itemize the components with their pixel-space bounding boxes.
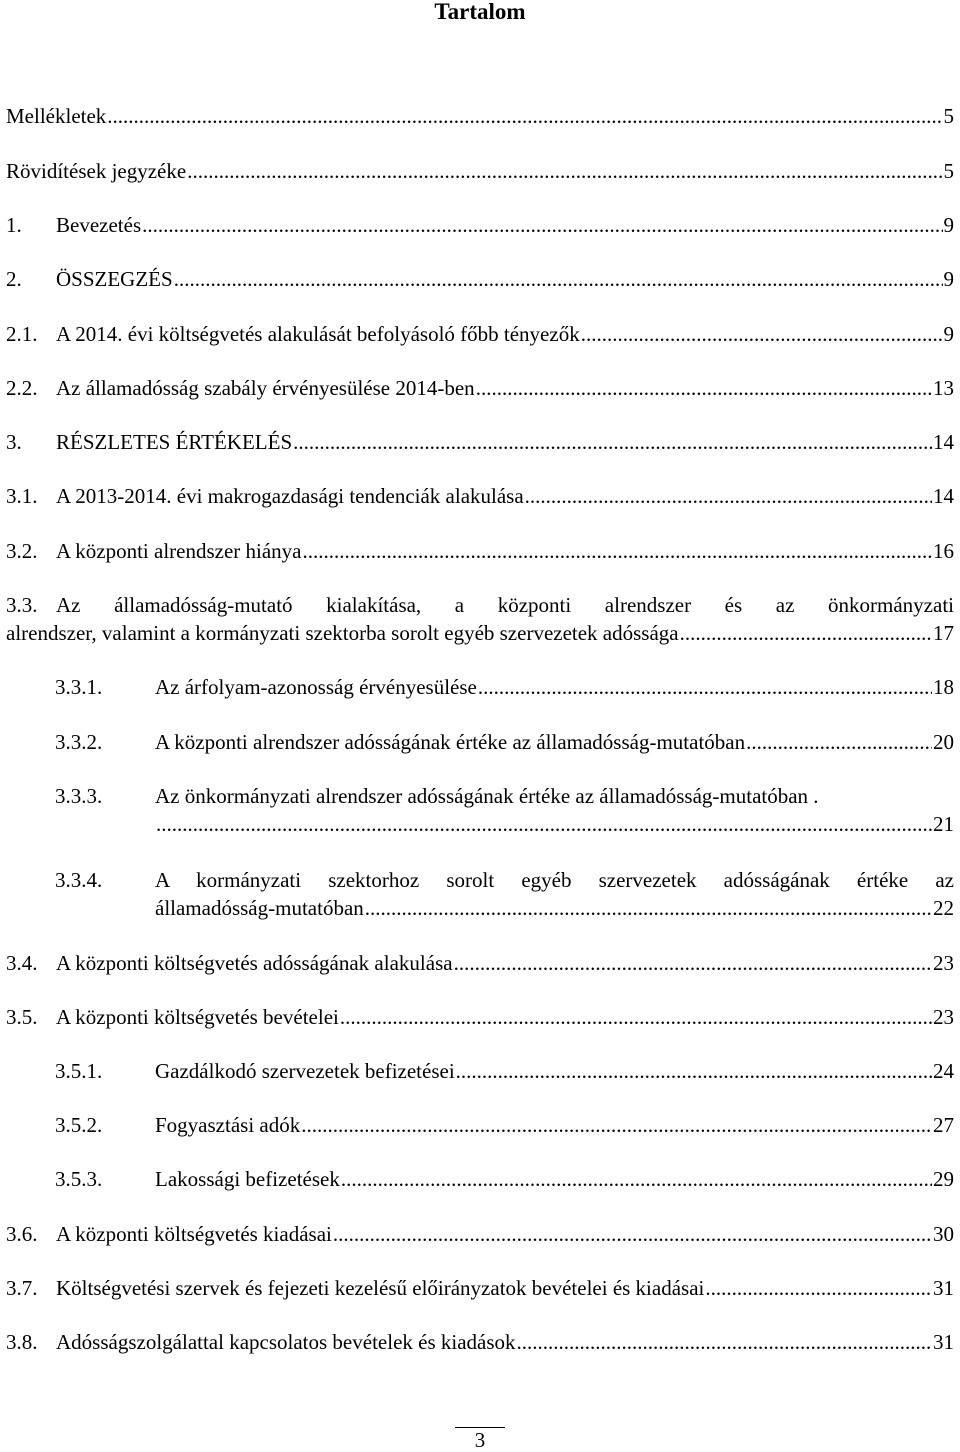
- toc-entry-3-5-3[interactable]: [55, 1165, 954, 1193]
- toc-entry-number: 3.5.1.: [55, 1059, 103, 1083]
- dot-leader: [680, 619, 932, 647]
- toc-entry-text: Rövidítések jegyzéke: [6, 159, 187, 183]
- toc-page-number: 21: [933, 812, 954, 836]
- dot-leader: [142, 211, 942, 239]
- toc-page-number: 5: [943, 159, 954, 183]
- toc-page-number: 29: [933, 1167, 954, 1191]
- toc-page-number: 9: [943, 322, 954, 346]
- toc-entry-text: Bevezetés: [56, 213, 142, 237]
- toc-entry-text: Adósságszolgálattal kapcsolatos bevételek és kiadások: [56, 1330, 516, 1354]
- toc-entry-text-line2: államadósság-mutatóban: [155, 896, 364, 920]
- toc-entry-mellekletek[interactable]: [6, 102, 954, 130]
- toc-entry-text: Költségvetési szervek és fejezeti kezelésű előirányzatok bevételei és kiadásai: [56, 1276, 705, 1300]
- toc-entry-3-3-3[interactable]: [55, 782, 954, 810]
- toc-entry-number: 3.3.: [6, 593, 38, 617]
- toc-entry-3-3-1[interactable]: [55, 673, 954, 701]
- toc-entry-text: Az államadósság szabály érvényesülése 2014-ben: [56, 376, 475, 400]
- toc-entry-text-line1: A kormányzati szektorhoz sorolt egyéb szervezetek adósságának értéke az: [155, 868, 954, 892]
- toc-entry-number: 3.1.: [6, 484, 38, 508]
- dot-leader: [301, 1111, 932, 1139]
- dot-leader: [705, 1274, 932, 1302]
- dot-leader: [517, 1328, 932, 1356]
- toc-entry-number: 1.: [6, 213, 22, 237]
- toc-page-number: 9: [943, 267, 954, 291]
- dot-leader: [333, 1220, 932, 1248]
- toc-page-number: 24: [933, 1059, 954, 1083]
- toc-entry-number: 3.5.3.: [55, 1167, 103, 1191]
- dot-leader: [478, 673, 932, 701]
- toc-page-number: 17: [933, 621, 954, 645]
- toc-entry-roviditesek[interactable]: [6, 157, 954, 185]
- page-number: 3: [474, 1428, 486, 1452]
- toc-entry-text: A központi költségvetés kiadásai: [56, 1222, 332, 1246]
- dot-leader: [365, 894, 932, 922]
- dot-leader: [340, 1003, 932, 1031]
- toc-entry-number: 2.: [6, 267, 22, 291]
- toc-page-number: 31: [933, 1330, 954, 1354]
- toc-entry-3-5[interactable]: [6, 1003, 954, 1031]
- toc-entry-text: A 2013-2014. évi makrogazdasági tendenciák alakulása: [56, 484, 524, 508]
- toc-entry-3-3-4-continuation[interactable]: [155, 894, 954, 922]
- dot-leader: [187, 157, 942, 185]
- toc-page-number: 13: [933, 376, 954, 400]
- toc-page-number: 22: [933, 896, 954, 920]
- toc-page-number: 20: [933, 730, 954, 754]
- toc-entry-3-8[interactable]: [6, 1328, 954, 1356]
- toc-page-number: 23: [933, 1005, 954, 1029]
- dot-leader: [476, 374, 932, 402]
- toc-entry-number: 3.3.3.: [55, 784, 103, 808]
- toc-page-number: 30: [933, 1222, 954, 1246]
- toc-entry-text: Mellékletek: [6, 104, 107, 128]
- toc-entry-3-3-3-continuation[interactable]: [155, 810, 954, 838]
- dot-leader: [746, 728, 932, 756]
- toc-entry-number: 3.3.4.: [55, 868, 103, 892]
- toc-entry-3-1[interactable]: [6, 482, 954, 510]
- toc-entry-text: Az árfolyam-azonosság érvényesülése: [155, 675, 477, 699]
- toc-page-number: 9: [943, 213, 954, 237]
- dot-leader: [454, 949, 932, 977]
- toc-entry-text: A központi költségvetés adósságának alakulása: [56, 951, 453, 975]
- toc-entry-3[interactable]: [6, 428, 954, 456]
- toc-entry-text: Gazdálkodó szervezetek befizetései: [155, 1059, 455, 1083]
- toc-entry-1[interactable]: [6, 211, 954, 239]
- toc-page-number: 5: [943, 104, 954, 128]
- dot-leader: [456, 1057, 932, 1085]
- toc-page-number: 16: [933, 539, 954, 563]
- toc-entry-number: 3.6.: [6, 1222, 38, 1246]
- toc-entry-number: 3.3.2.: [55, 730, 103, 754]
- toc-entry-text-line1: Az önkormányzati alrendszer adósságának értéke az államadósság-mutatóban .: [155, 784, 819, 808]
- toc-entry-3-3[interactable]: [6, 591, 954, 619]
- dot-leader: [293, 428, 932, 456]
- toc-entry-number: 3.5.: [6, 1005, 38, 1029]
- toc-entry-3-3-continuation[interactable]: [6, 619, 954, 647]
- toc-entry-3-7[interactable]: [6, 1274, 954, 1302]
- toc-entry-3-4[interactable]: [6, 949, 954, 977]
- toc-entry-text: A központi alrendszer hiánya: [56, 539, 302, 563]
- page-title: Tartalom: [434, 0, 526, 24]
- toc-entry-2[interactable]: [6, 265, 954, 293]
- dot-leader: [581, 320, 943, 348]
- toc-entry-2-1[interactable]: [6, 320, 954, 348]
- toc-entry-3-5-1[interactable]: [55, 1057, 954, 1085]
- toc-page-number: 18: [933, 675, 954, 699]
- toc-entry-number: 2.1.: [6, 322, 38, 346]
- toc-entry-number: 3.: [6, 430, 22, 454]
- toc-entry-text: A 2014. évi költségvetés alakulását befolyásoló főbb tényezők: [56, 322, 580, 346]
- toc-entry-text: ÖSSZEGZÉS: [56, 267, 173, 291]
- toc-entry-text-line2: alrendszer, valamint a kormányzati szektorba sorolt egyéb szervezetek adóssága: [6, 621, 679, 645]
- toc-entry-3-3-2[interactable]: [55, 728, 954, 756]
- toc-page-number: 14: [933, 484, 954, 508]
- toc-entry-3-2[interactable]: [6, 537, 954, 565]
- dot-leader: [174, 265, 943, 293]
- toc-entry-text: RÉSZLETES ÉRTÉKELÉS: [56, 430, 293, 454]
- toc-entry-text: Lakossági befizetések: [155, 1167, 340, 1191]
- toc-entry-2-2[interactable]: [6, 374, 954, 402]
- toc-page-number: 23: [933, 951, 954, 975]
- toc-page-number: 14: [933, 430, 954, 454]
- toc-entry-text: A központi alrendszer adósságának értéke az államadósság-mutatóban: [155, 730, 746, 754]
- dot-leader: [107, 102, 942, 130]
- toc-entry-3-6[interactable]: [6, 1220, 954, 1248]
- toc-entry-number: 2.2.: [6, 376, 38, 400]
- dot-leader: [525, 482, 932, 510]
- toc-entry-number: 3.4.: [6, 951, 38, 975]
- toc-entry-number: 3.5.2.: [55, 1113, 103, 1137]
- toc-entry-number: 3.2.: [6, 539, 38, 563]
- dot-leader: [156, 810, 932, 838]
- toc-entry-number: 3.8.: [6, 1330, 38, 1354]
- dot-leader: [341, 1165, 932, 1193]
- toc-entry-number: 3.3.1.: [55, 675, 103, 699]
- toc-entry-3-5-2[interactable]: [55, 1111, 954, 1139]
- toc-entry-text: A központi költségvetés bevételei: [56, 1005, 339, 1029]
- toc-entry-3-3-4[interactable]: [55, 866, 954, 894]
- toc-entry-text: Fogyasztási adók: [155, 1113, 301, 1137]
- dot-leader: [303, 537, 933, 565]
- toc-entry-text-line1: Az államadósság-mutató kialakítása, a központi alrendszer és az önkormányzati: [56, 593, 954, 617]
- toc-page-number: 27: [933, 1113, 954, 1137]
- toc-page-number: 31: [933, 1276, 954, 1300]
- toc-entry-number: 3.7.: [6, 1276, 38, 1300]
